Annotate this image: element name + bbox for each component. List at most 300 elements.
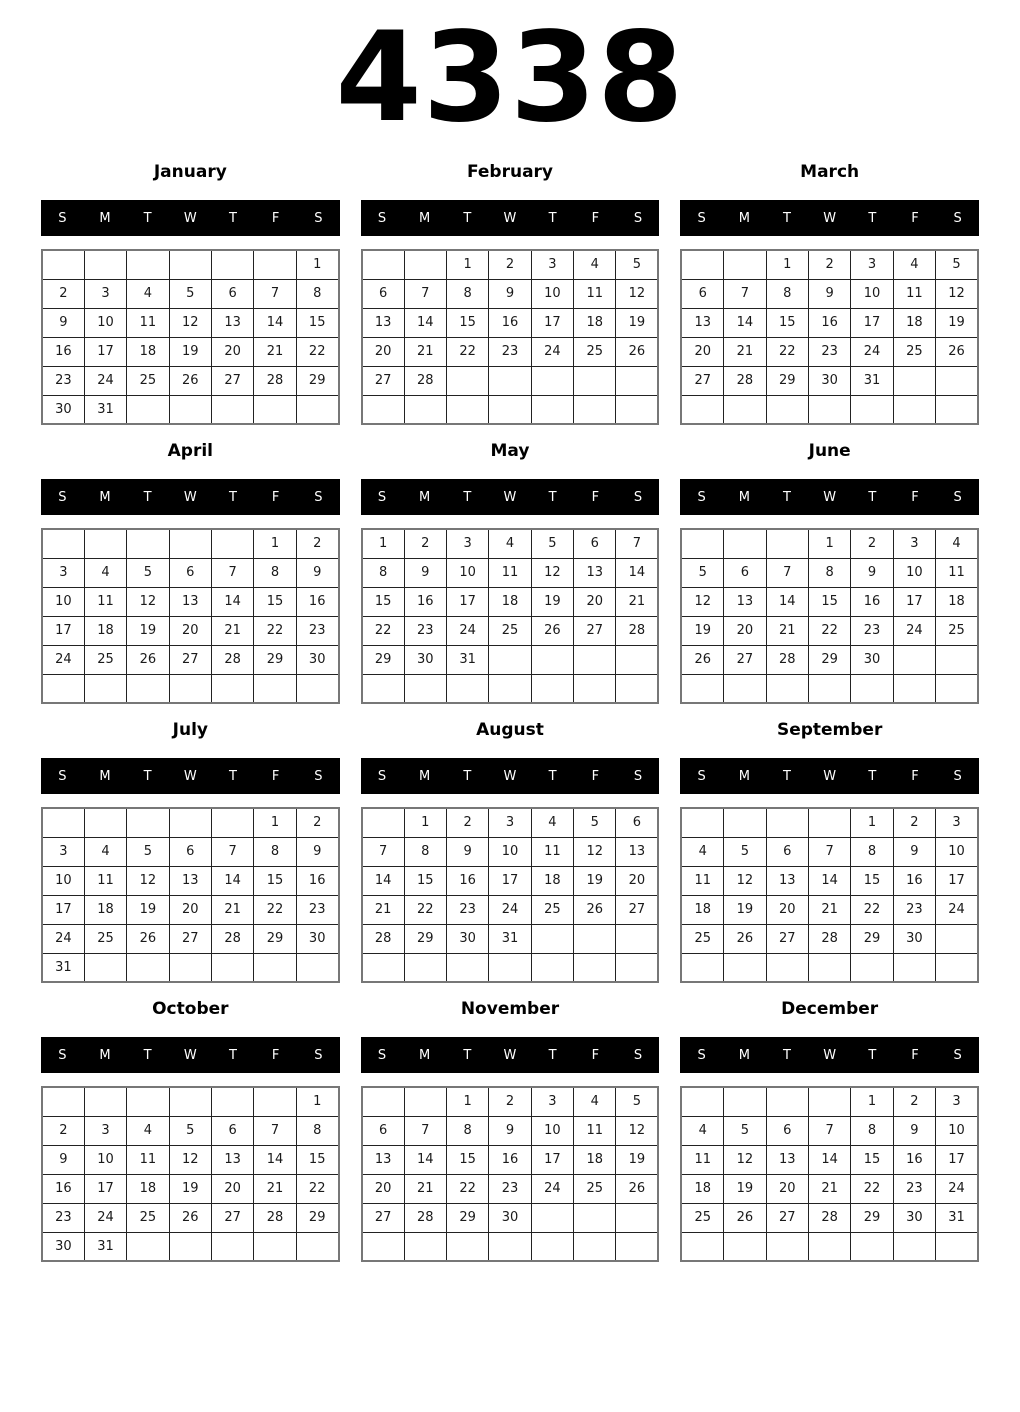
empty-cell	[724, 674, 766, 703]
week-row	[42, 1145, 339, 1174]
date-cell: 26	[531, 616, 573, 645]
date-cell: 8	[254, 558, 296, 587]
date-cell: 9	[893, 837, 935, 866]
date-cell: 20	[724, 616, 766, 645]
empty-cell	[296, 674, 338, 703]
empty-cell	[574, 924, 616, 953]
date-cell: 3	[531, 1087, 573, 1116]
date-cell: 20	[212, 337, 254, 366]
empty-cell	[446, 366, 488, 395]
date-cell: 20	[616, 866, 658, 895]
week-row	[42, 279, 339, 308]
month-name: August	[476, 720, 544, 740]
date-cell: 25	[574, 1174, 616, 1203]
date-cell: 9	[808, 279, 850, 308]
date-cell: 8	[851, 1116, 893, 1145]
date-cell: 11	[84, 587, 126, 616]
week-row	[362, 895, 659, 924]
date-cell: 8	[446, 279, 488, 308]
date-cell: 18	[574, 1145, 616, 1174]
date-grid	[361, 249, 660, 425]
empty-cell	[766, 1232, 808, 1261]
empty-cell	[127, 808, 169, 837]
weekday-label: S	[953, 489, 962, 505]
date-cell: 12	[127, 587, 169, 616]
weekday-label: W	[823, 1047, 837, 1063]
date-cell: 13	[169, 587, 211, 616]
empty-cell	[616, 366, 658, 395]
date-cell: 22	[446, 337, 488, 366]
weekday-label: T	[783, 489, 791, 505]
weekday-label: S	[377, 489, 387, 505]
week-row	[42, 616, 339, 645]
empty-cell	[127, 674, 169, 703]
week-row	[681, 837, 978, 866]
date-cell: 6	[616, 808, 658, 837]
empty-cell	[936, 1232, 978, 1261]
date-cell: 14	[724, 308, 766, 337]
date-cell: 21	[212, 616, 254, 645]
empty-cell	[531, 674, 573, 703]
date-cell: 22	[851, 1174, 893, 1203]
date-cell: 13	[766, 1145, 808, 1174]
date-cell: 13	[212, 308, 254, 337]
weekday-label: T	[868, 210, 877, 226]
date-cell: 22	[296, 337, 338, 366]
date-cell: 15	[296, 308, 338, 337]
date-cell: 22	[404, 895, 446, 924]
date-cell: 25	[681, 924, 723, 953]
date-cell: 10	[42, 866, 84, 895]
date-cell: 28	[404, 366, 446, 395]
weekday-label: S	[953, 210, 962, 226]
date-cell: 5	[936, 250, 978, 279]
weekday-label: T	[143, 768, 152, 784]
empty-cell	[851, 953, 893, 982]
date-cell: 28	[404, 1203, 446, 1232]
weekday-label: T	[143, 489, 152, 505]
date-cell: 10	[42, 587, 84, 616]
empty-cell	[531, 395, 573, 424]
weekday-label: W	[823, 768, 837, 784]
weekday-label: T	[783, 768, 791, 784]
date-cell: 12	[574, 837, 616, 866]
date-cell: 23	[851, 616, 893, 645]
date-cell: 16	[296, 866, 338, 895]
empty-cell	[724, 1232, 766, 1261]
weekday-label: M	[99, 1047, 111, 1063]
date-cell: 23	[893, 1174, 935, 1203]
date-cell: 3	[42, 558, 84, 587]
weekday-label: F	[591, 768, 600, 784]
weekday-label: S	[697, 489, 706, 505]
empty-cell	[936, 395, 978, 424]
date-cell: 28	[362, 924, 404, 953]
date-cell: 18	[127, 337, 169, 366]
empty-cell	[404, 1232, 446, 1261]
weekday-label: S	[377, 1047, 387, 1063]
empty-cell	[531, 1203, 573, 1232]
weekday-label: M	[419, 768, 431, 784]
weekday-label: F	[591, 1047, 600, 1063]
date-cell: 30	[42, 1232, 84, 1261]
date-cell: 3	[84, 1116, 126, 1145]
month-name: May	[490, 441, 530, 461]
date-cell: 14	[404, 1145, 446, 1174]
date-cell: 15	[851, 1145, 893, 1174]
empty-cell	[212, 250, 254, 279]
date-cell: 17	[84, 1174, 126, 1203]
date-cell: 5	[574, 808, 616, 837]
date-cell: 26	[574, 895, 616, 924]
empty-cell	[616, 1232, 658, 1261]
week-row	[42, 895, 339, 924]
empty-cell	[574, 1203, 616, 1232]
empty-cell	[616, 924, 658, 953]
date-cell: 7	[404, 1116, 446, 1145]
date-cell: 1	[766, 250, 808, 279]
date-cell: 24	[42, 645, 84, 674]
date-cell: 2	[489, 1087, 531, 1116]
empty-cell	[574, 645, 616, 674]
empty-cell	[766, 674, 808, 703]
empty-cell	[212, 1087, 254, 1116]
date-cell: 19	[616, 1145, 658, 1174]
weekday-label: T	[229, 210, 237, 226]
month-february	[361, 162, 660, 425]
weekday-header	[361, 758, 660, 794]
date-cell: 20	[212, 1174, 254, 1203]
date-cell: 8	[766, 279, 808, 308]
date-cell: 3	[84, 279, 126, 308]
date-cell: 6	[362, 279, 404, 308]
empty-cell	[531, 924, 573, 953]
date-grid	[680, 1086, 979, 1262]
date-cell: 21	[254, 1174, 296, 1203]
date-cell: 26	[681, 645, 723, 674]
date-cell: 29	[254, 924, 296, 953]
weekday-label: T	[548, 1047, 557, 1063]
week-row	[42, 1232, 339, 1261]
date-cell: 31	[851, 366, 893, 395]
date-cell: 5	[616, 250, 658, 279]
empty-cell	[893, 645, 935, 674]
date-cell: 4	[531, 808, 573, 837]
week-row	[681, 895, 978, 924]
date-cell: 20	[169, 616, 211, 645]
date-cell: 14	[212, 866, 254, 895]
week-row	[42, 337, 339, 366]
date-cell: 2	[489, 250, 531, 279]
date-grid	[361, 1086, 660, 1262]
week-row	[681, 1145, 978, 1174]
week-row	[362, 1203, 659, 1232]
week-row	[681, 587, 978, 616]
date-cell: 30	[404, 645, 446, 674]
week-row	[362, 1174, 659, 1203]
weekday-label: T	[783, 1047, 791, 1063]
weekday-label: S	[697, 1047, 706, 1063]
week-row	[362, 645, 659, 674]
empty-cell	[127, 395, 169, 424]
week-row	[42, 250, 339, 279]
date-cell: 15	[766, 308, 808, 337]
date-cell: 7	[212, 837, 254, 866]
empty-cell	[681, 808, 723, 837]
weekday-label: F	[591, 210, 600, 226]
empty-cell	[169, 674, 211, 703]
date-grid	[361, 807, 660, 983]
month-september	[680, 720, 979, 983]
date-cell: 12	[127, 866, 169, 895]
week-row	[42, 366, 339, 395]
date-cell: 5	[681, 558, 723, 587]
date-cell: 29	[446, 1203, 488, 1232]
date-cell: 17	[531, 1145, 573, 1174]
date-cell: 23	[489, 337, 531, 366]
weekday-label: M	[738, 768, 750, 784]
week-row	[681, 808, 978, 837]
date-cell: 24	[84, 1203, 126, 1232]
date-cell: 28	[766, 645, 808, 674]
week-row	[681, 953, 978, 982]
date-cell: 24	[893, 616, 935, 645]
date-cell: 15	[808, 587, 850, 616]
empty-cell	[489, 645, 531, 674]
date-cell: 19	[574, 866, 616, 895]
date-cell: 27	[362, 1203, 404, 1232]
weekday-label: T	[868, 768, 877, 784]
date-cell: 26	[616, 337, 658, 366]
date-cell: 8	[404, 837, 446, 866]
weekday-label: S	[314, 1047, 323, 1063]
date-cell: 17	[42, 895, 84, 924]
date-cell: 2	[893, 1087, 935, 1116]
date-cell: 25	[84, 645, 126, 674]
week-row	[362, 674, 659, 703]
date-cell: 26	[724, 924, 766, 953]
date-cell: 31	[446, 645, 488, 674]
date-cell: 20	[681, 337, 723, 366]
empty-cell	[851, 1232, 893, 1261]
week-row	[681, 616, 978, 645]
date-cell: 6	[362, 1116, 404, 1145]
empty-cell	[724, 250, 766, 279]
date-cell: 11	[681, 866, 723, 895]
week-row	[681, 395, 978, 424]
empty-cell	[574, 674, 616, 703]
week-row	[681, 866, 978, 895]
weekday-label: W	[183, 210, 197, 226]
date-cell: 16	[808, 308, 850, 337]
weekday-label: M	[419, 489, 431, 505]
date-cell: 14	[808, 866, 850, 895]
weekday-label: S	[633, 768, 643, 784]
date-cell: 1	[404, 808, 446, 837]
date-cell: 6	[574, 529, 616, 558]
date-cell: 10	[893, 558, 935, 587]
date-cell: 13	[574, 558, 616, 587]
empty-cell	[127, 529, 169, 558]
weekday-label: W	[183, 1047, 197, 1063]
date-cell: 9	[893, 1116, 935, 1145]
date-cell: 27	[574, 616, 616, 645]
date-cell: 12	[169, 308, 211, 337]
date-cell: 10	[531, 279, 573, 308]
empty-cell	[808, 953, 850, 982]
date-cell: 14	[212, 587, 254, 616]
date-cell: 6	[212, 1116, 254, 1145]
weekday-label: T	[143, 210, 152, 226]
date-cell: 15	[296, 1145, 338, 1174]
month-name: June	[808, 441, 851, 461]
date-cell: 4	[936, 529, 978, 558]
weekday-label: F	[911, 489, 919, 505]
week-row	[362, 1232, 659, 1261]
date-cell: 17	[893, 587, 935, 616]
date-cell: 9	[296, 558, 338, 587]
date-cell: 16	[489, 308, 531, 337]
date-cell: 9	[296, 837, 338, 866]
date-cell: 7	[404, 279, 446, 308]
date-cell: 5	[724, 837, 766, 866]
empty-cell	[404, 1087, 446, 1116]
empty-cell	[681, 674, 723, 703]
weekday-header	[41, 479, 340, 515]
weekday-label: F	[911, 1047, 919, 1063]
date-cell: 7	[808, 837, 850, 866]
empty-cell	[446, 674, 488, 703]
date-cell: 18	[936, 587, 978, 616]
date-cell: 26	[169, 366, 211, 395]
weekday-label: T	[548, 768, 557, 784]
date-cell: 2	[42, 1116, 84, 1145]
empty-cell	[362, 674, 404, 703]
date-cell: 4	[574, 1087, 616, 1116]
date-cell: 13	[362, 1145, 404, 1174]
date-cell: 28	[254, 1203, 296, 1232]
empty-cell	[808, 808, 850, 837]
month-name: November	[460, 999, 560, 1019]
weekday-label: F	[591, 489, 600, 505]
empty-cell	[254, 250, 296, 279]
weekday-label: T	[463, 210, 472, 226]
week-row	[362, 558, 659, 587]
date-cell: 12	[936, 279, 978, 308]
date-cell: 25	[893, 337, 935, 366]
date-cell: 2	[808, 250, 850, 279]
date-cell: 29	[808, 645, 850, 674]
date-cell: 23	[808, 337, 850, 366]
date-cell: 11	[893, 279, 935, 308]
week-row	[681, 308, 978, 337]
weekday-label: S	[377, 210, 387, 226]
empty-cell	[127, 1087, 169, 1116]
week-row	[681, 529, 978, 558]
date-cell: 21	[404, 1174, 446, 1203]
week-row	[42, 808, 339, 837]
date-cell: 20	[766, 1174, 808, 1203]
empty-cell	[254, 953, 296, 982]
empty-cell	[808, 395, 850, 424]
weekday-label: M	[738, 1047, 750, 1063]
empty-cell	[724, 953, 766, 982]
week-row	[362, 1087, 659, 1116]
date-cell: 15	[446, 308, 488, 337]
week-row	[362, 1116, 659, 1145]
empty-cell	[212, 674, 254, 703]
date-cell: 22	[851, 895, 893, 924]
date-cell: 3	[936, 808, 978, 837]
empty-cell	[681, 395, 723, 424]
empty-cell	[296, 395, 338, 424]
date-cell: 21	[212, 895, 254, 924]
date-cell: 20	[362, 337, 404, 366]
week-row	[681, 366, 978, 395]
weekday-label: T	[463, 768, 472, 784]
empty-cell	[127, 1232, 169, 1261]
date-cell: 5	[531, 529, 573, 558]
date-cell: 3	[936, 1087, 978, 1116]
weekday-header	[361, 479, 660, 515]
date-cell: 15	[254, 587, 296, 616]
weekday-label: W	[823, 210, 837, 226]
empty-cell	[42, 250, 84, 279]
empty-cell	[681, 1087, 723, 1116]
date-cell: 9	[489, 279, 531, 308]
date-cell: 15	[446, 1145, 488, 1174]
empty-cell	[531, 1232, 573, 1261]
date-cell: 6	[766, 837, 808, 866]
date-cell: 19	[169, 1174, 211, 1203]
date-cell: 2	[893, 808, 935, 837]
empty-cell	[489, 366, 531, 395]
date-cell: 4	[574, 250, 616, 279]
empty-cell	[212, 953, 254, 982]
empty-cell	[169, 953, 211, 982]
date-cell: 15	[404, 866, 446, 895]
date-cell: 15	[254, 866, 296, 895]
week-row	[362, 529, 659, 558]
empty-cell	[169, 529, 211, 558]
week-row	[362, 395, 659, 424]
empty-cell	[724, 395, 766, 424]
date-cell: 14	[808, 1145, 850, 1174]
empty-cell	[446, 953, 488, 982]
date-cell: 6	[724, 558, 766, 587]
date-cell: 2	[42, 279, 84, 308]
date-cell: 19	[681, 616, 723, 645]
date-cell: 23	[42, 366, 84, 395]
empty-cell	[169, 1232, 211, 1261]
week-row	[362, 1145, 659, 1174]
date-cell: 4	[127, 279, 169, 308]
weekday-label: S	[58, 489, 67, 505]
date-cell: 4	[84, 558, 126, 587]
week-row	[42, 866, 339, 895]
date-cell: 3	[446, 529, 488, 558]
date-cell: 26	[169, 1203, 211, 1232]
date-grid	[680, 528, 979, 704]
empty-cell	[681, 1232, 723, 1261]
date-cell: 19	[127, 895, 169, 924]
date-cell: 12	[616, 1116, 658, 1145]
weekday-label: M	[419, 210, 431, 226]
date-cell: 28	[212, 645, 254, 674]
date-cell: 25	[127, 1203, 169, 1232]
date-cell: 30	[808, 366, 850, 395]
date-cell: 22	[254, 616, 296, 645]
